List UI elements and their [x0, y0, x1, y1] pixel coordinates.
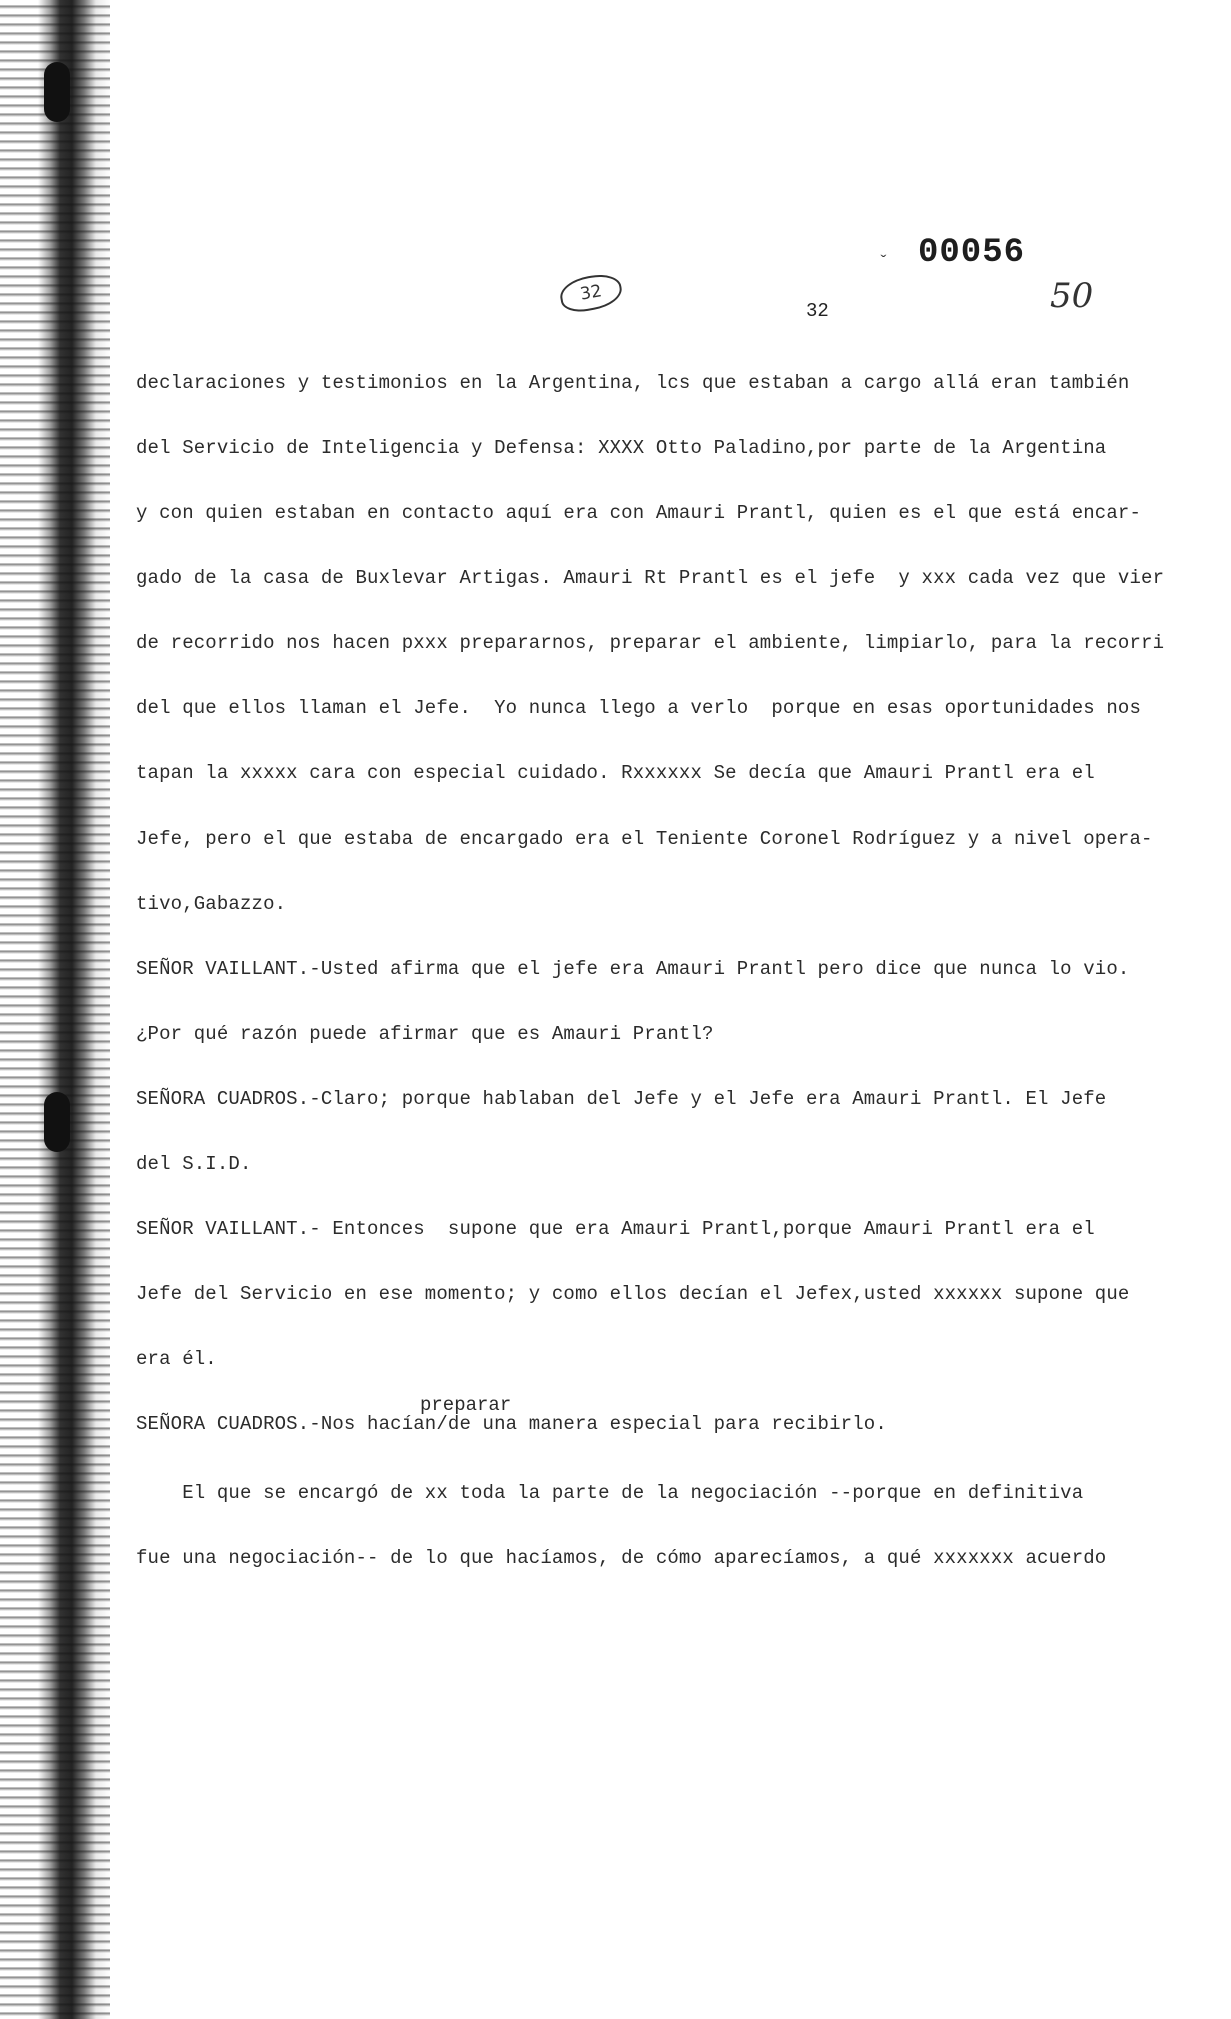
- text-line: del S.I.D.: [136, 1153, 252, 1175]
- text-line: SEÑORA CUADROS.-Nos hacían/de una manera especial para recibirlo.: [136, 1413, 887, 1435]
- punch-hole: [44, 1092, 70, 1152]
- text-line: Jefe, pero el que estaba de encargado era el Teniente Coronel Rodríguez y a nivel opera-: [136, 828, 1153, 850]
- text-line: fue una negociación-- de lo que hacíamos, de cómo aparecíamos, a qué xxxxxxx acuerdo: [136, 1547, 1107, 1569]
- page-number: 32: [806, 300, 829, 322]
- text-line: ¿Por qué razón puede afirmar que es Amauri Prantl?: [136, 1023, 714, 1045]
- text-line: Jefe del Servicio en ese momento; y como ellos decían el Jefex,usted xxxxxx supone que: [136, 1283, 1130, 1305]
- text-line: era él.: [136, 1348, 217, 1370]
- tick-mark: ˇ: [878, 254, 889, 274]
- text-line: SEÑOR VAILLANT.- Entonces supone que era Amauri Prantl,porque Amauri Prantl era el: [136, 1218, 1095, 1240]
- text-line: declaraciones y testimonios en la Argentina, lcs que estaban a cargo allá eran también: [136, 372, 1130, 394]
- stamp-number: 00056: [918, 234, 1026, 272]
- punch-hole: [44, 62, 70, 122]
- text-line: tivo,Gabazzo.: [136, 893, 287, 915]
- text-line: tapan la xxxxx cara con especial cuidado. Rxxxxxx Se decía que Amauri Prantl era el: [136, 762, 1095, 784]
- text-line: El que se encargó de xx toda la parte de la negociación --porque en definitiva: [136, 1482, 1084, 1504]
- text-line: gado de la casa de Buxlevar Artigas. Amauri Rt Prantl es el jefe y xxx cada vez que vier: [136, 567, 1165, 589]
- text-line: de recorrido nos hacen pxxx prepararnos, preparar el ambiente, limpiarlo, para la recorri: [136, 632, 1165, 654]
- text-line: del Servicio de Inteligencia y Defensa: XXXX Otto Paladino,por parte de la Argentina: [136, 437, 1107, 459]
- text-line: del que ellos llaman el Jefe. Yo nunca llego a verlo porque en esas oportunidades nos: [136, 697, 1142, 719]
- text-line: y con quien estaban en contacto aquí era con Amauri Prantl, quien es el que está encar-: [136, 502, 1142, 524]
- circled-page-number: 32: [558, 271, 625, 315]
- handwritten-folio: 50: [1050, 276, 1094, 316]
- scanned-binding-edge: [0, 0, 110, 2019]
- text-line: SEÑOR VAILLANT.-Usted afirma que el jefe era Amauri Prantl pero dice que nunca lo vio.: [136, 958, 1130, 980]
- interlinear-insert: preparar: [420, 1394, 512, 1416]
- text-line: SEÑORA CUADROS.-Claro; porque hablaban del Jefe y el Jefe era Amauri Prantl. El Jefe: [136, 1088, 1107, 1110]
